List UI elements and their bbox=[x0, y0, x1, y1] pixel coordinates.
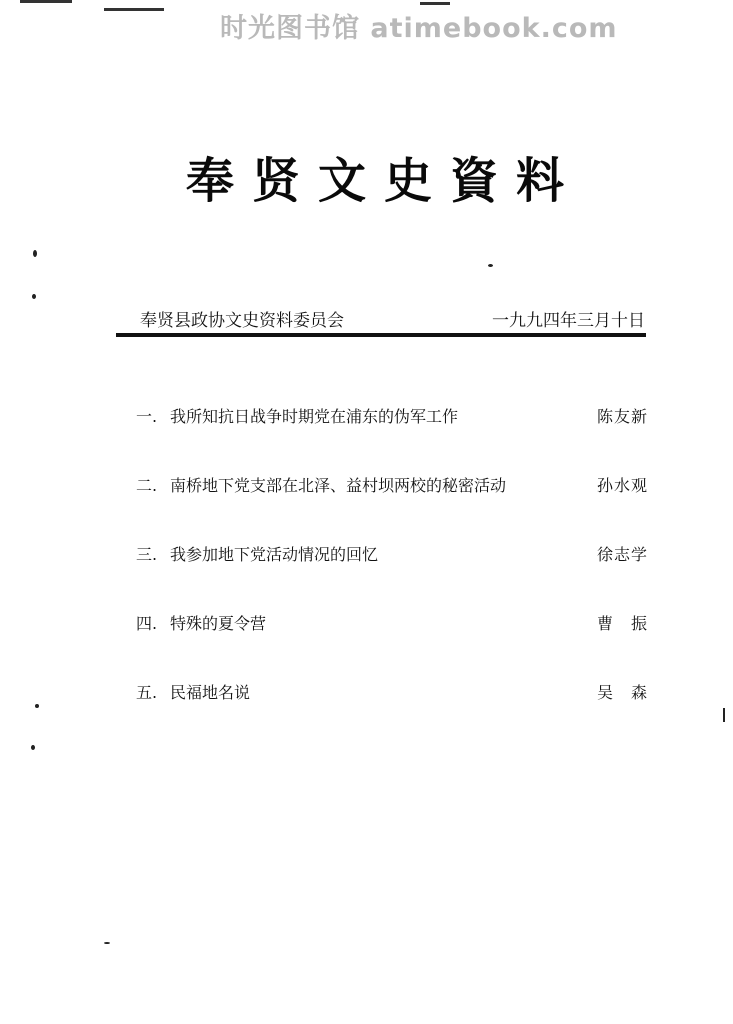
toc-title: 民福地名说 bbox=[170, 683, 251, 702]
toc-author: 孙水观 bbox=[596, 476, 648, 495]
watermark: 时光图书馆 atimebook.com bbox=[220, 13, 618, 44]
scan-mark bbox=[420, 2, 450, 5]
publication-date: 一九九四年三月十日 bbox=[492, 311, 645, 331]
scan-speck bbox=[104, 942, 110, 944]
toc-entry bbox=[136, 542, 648, 611]
toc-author: 陈友新 bbox=[596, 407, 648, 426]
toc-author: 曹 振 bbox=[596, 614, 648, 633]
table-of-contents bbox=[136, 404, 648, 749]
toc-title: 我所知抗日战争时期党在浦东的伪军工作 bbox=[170, 407, 459, 426]
toc-entry bbox=[136, 473, 648, 542]
scan-mark bbox=[104, 8, 164, 11]
scan-speck bbox=[33, 250, 37, 257]
scan-speck bbox=[35, 704, 39, 708]
header-rule bbox=[116, 333, 646, 337]
scan-mark bbox=[20, 0, 72, 3]
toc-number: 一. bbox=[136, 407, 158, 426]
scan-speck bbox=[723, 708, 725, 722]
page-title: 奉贤文史資料 bbox=[186, 153, 583, 209]
scan-speck bbox=[488, 264, 493, 267]
toc-number: 四. bbox=[136, 614, 158, 633]
toc-author: 徐志学 bbox=[596, 545, 648, 564]
toc-author: 吴 森 bbox=[596, 683, 648, 702]
toc-number: 五. bbox=[136, 683, 158, 702]
toc-number: 三. bbox=[136, 545, 158, 564]
toc-title: 南桥地下党支部在北泽、益村坝两校的秘密活动 bbox=[170, 476, 507, 495]
toc-number: 二. bbox=[136, 476, 158, 495]
toc-entry bbox=[136, 680, 648, 749]
scan-speck bbox=[32, 294, 36, 299]
scan-speck bbox=[31, 745, 35, 750]
toc-entry bbox=[136, 611, 648, 680]
toc-title: 我参加地下党活动情况的回忆 bbox=[170, 545, 379, 564]
toc-title: 特殊的夏令营 bbox=[170, 614, 267, 633]
publisher: 奉贤县政协文史资料委员会 bbox=[140, 311, 344, 331]
toc-entry bbox=[136, 404, 648, 473]
